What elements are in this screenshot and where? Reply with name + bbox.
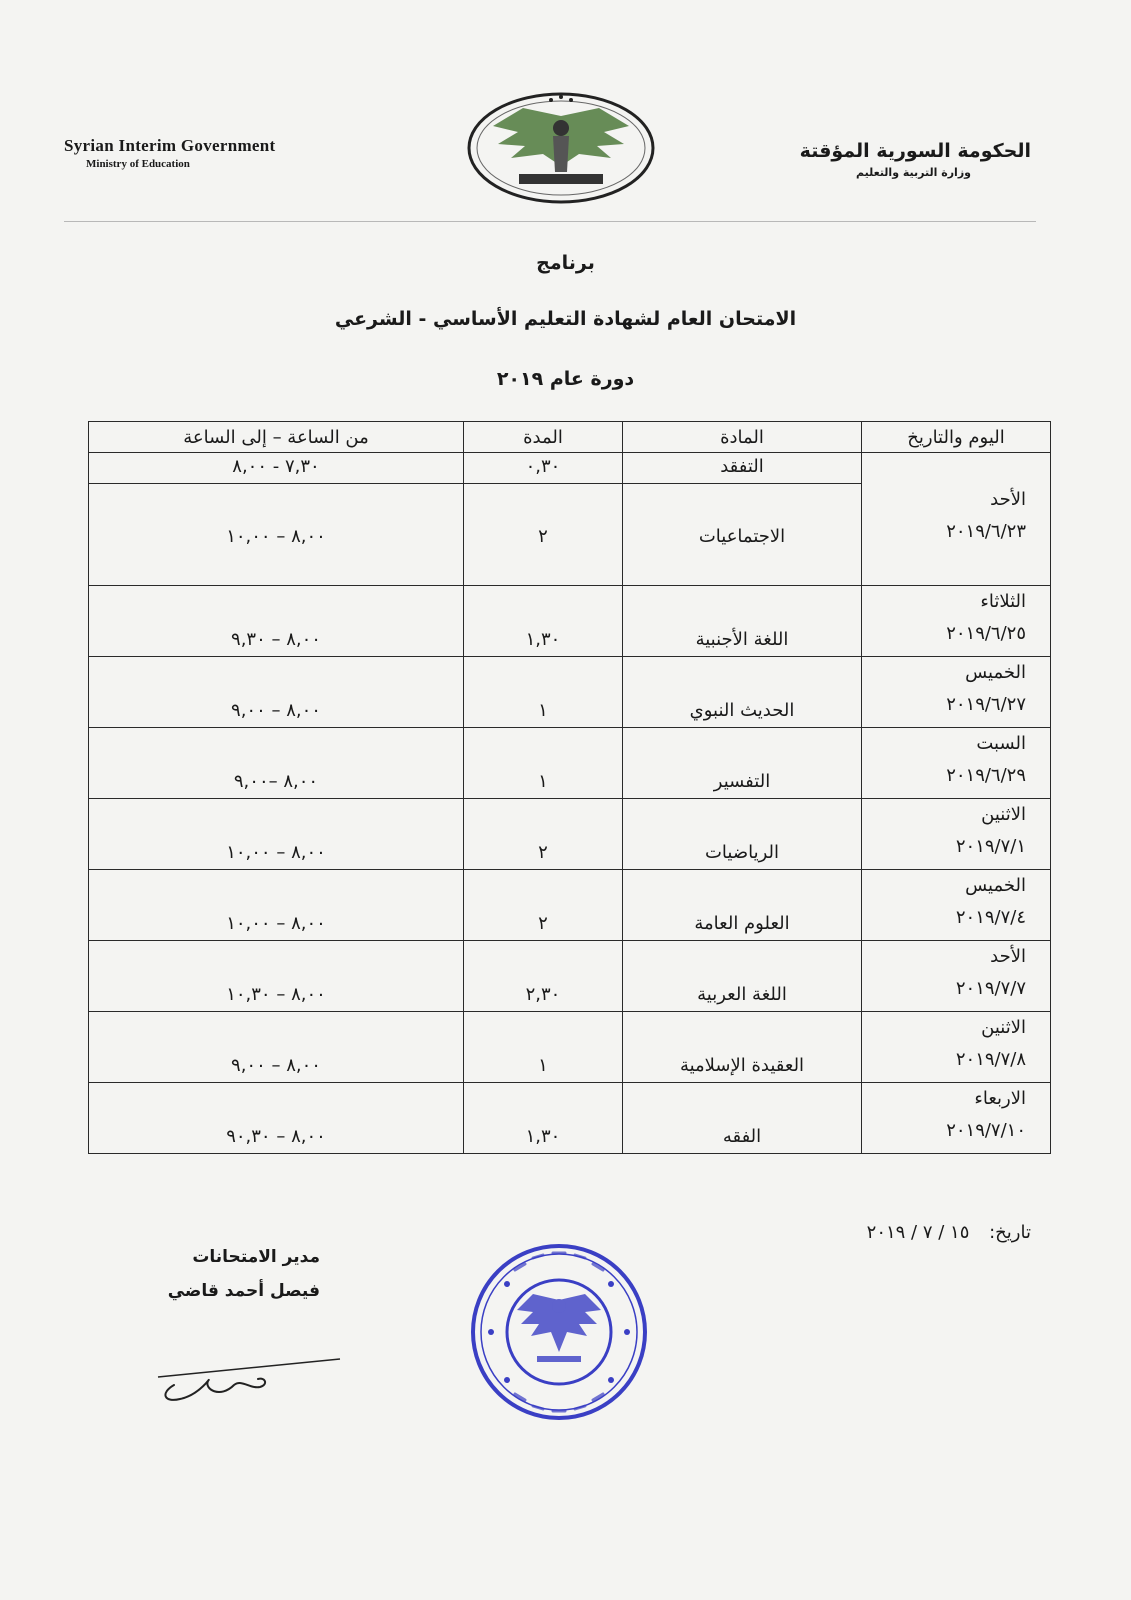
english-government-name: Syrian Interim Government <box>64 136 276 155</box>
session-year: دورة عام ٢٠١٩ <box>496 368 635 390</box>
day-date-cell <box>862 799 1051 870</box>
day-date-cell <box>862 1012 1051 1083</box>
day-name: الاثنين <box>981 1017 1026 1038</box>
duration-cell: ١,٣٠ <box>464 586 623 657</box>
header-day-date: اليوم والتاريخ <box>862 422 1051 453</box>
time-cell: ٨,٠٠ – ١٠,٠٠ <box>89 484 464 586</box>
day-date: ٢٠١٩/٧/٧ <box>955 978 1026 999</box>
time-cell: ٨,٠٠ – ٩,٠٠ <box>89 657 464 728</box>
header-divider <box>64 221 1036 222</box>
day-name: الأحد <box>990 489 1026 510</box>
exam-title: الامتحان العام لشهادة التعليم الأساسي - الشرعي <box>334 308 797 330</box>
signer-title: مدير الامتحانات <box>192 1247 320 1267</box>
time-cell: ٨,٠٠ – ٩,٣٠ <box>89 586 464 657</box>
duration-cell: ١ <box>464 1012 623 1083</box>
header-time-range: من الساعة – إلى الساعة <box>89 422 464 453</box>
day-name: السبت <box>976 733 1026 754</box>
arabic-government-name: الحكومة السورية المؤقتة <box>799 140 1031 162</box>
subject-cell: التفسير <box>623 728 862 799</box>
day-name: الخميس <box>965 662 1026 683</box>
day-date-cell <box>862 870 1051 941</box>
header-subject: المادة <box>623 422 862 453</box>
table-row <box>89 453 1051 484</box>
day-name: الاربعاء <box>974 1088 1026 1109</box>
signer-name: فيصل أحمد قاضي <box>167 1281 320 1301</box>
subject-cell: الحديث النبوي <box>623 657 862 728</box>
table-row <box>89 728 1051 799</box>
duration-cell: ١ <box>464 657 623 728</box>
day-date-cell <box>862 657 1051 728</box>
duration-cell: ٢ <box>464 799 623 870</box>
subject-cell: التفقد <box>623 453 862 484</box>
day-date: ٢٠١٩/٦/٢٣ <box>946 521 1026 542</box>
subject-cell: اللغة الأجنبية <box>623 586 862 657</box>
time-cell: ٨,٠٠ – ٩٠,٣٠ <box>89 1083 464 1154</box>
day-name: الأحد <box>990 946 1026 967</box>
day-date: ٢٠١٩/٦/٢٥ <box>946 623 1026 644</box>
table-row <box>89 1012 1051 1083</box>
subject-cell: اللغة العربية <box>623 941 862 1012</box>
time-cell: ٨,٠٠ – ١٠,٠٠ <box>89 870 464 941</box>
header-duration: المدة <box>464 422 623 453</box>
duration-cell: ١ <box>464 728 623 799</box>
table-row <box>89 870 1051 941</box>
official-stamp-icon <box>467 1240 651 1424</box>
table-row <box>89 586 1051 657</box>
table-row <box>89 1083 1051 1154</box>
day-name: الاثنين <box>981 804 1026 825</box>
exam-schedule-table <box>88 421 1051 1154</box>
table-header-row <box>89 422 1051 453</box>
arabic-ministry-name: وزارة التربية والتعليم <box>856 166 971 179</box>
duration-cell: ٠,٣٠ <box>464 453 623 484</box>
day-date: ٢٠١٩/٦/٢٧ <box>946 694 1026 715</box>
table-row <box>89 799 1051 870</box>
duration-cell: ٢ <box>464 484 623 586</box>
subject-cell: العلوم العامة <box>623 870 862 941</box>
day-date: ٢٠١٩/٧/٤ <box>955 907 1026 928</box>
time-cell: ٨,٠٠ –٩,٠٠ <box>89 728 464 799</box>
subject-cell: العقيدة الإسلامية <box>623 1012 862 1083</box>
day-date-cell <box>862 453 1051 586</box>
english-header <box>64 136 275 170</box>
duration-cell: ٢ <box>464 870 623 941</box>
day-name: الخميس <box>965 875 1026 896</box>
subject-cell: الرياضيات <box>623 799 862 870</box>
day-date: ٢٠١٩/٧/٨ <box>955 1049 1026 1070</box>
day-date-cell <box>862 941 1051 1012</box>
time-cell: ٨,٠٠ – ١٠,٣٠ <box>89 941 464 1012</box>
time-cell: ٨,٠٠ – ١٠,٠٠ <box>89 799 464 870</box>
signature-block <box>140 1240 320 1308</box>
day-name: الثلاثاء <box>980 591 1026 612</box>
table-row <box>89 941 1051 1012</box>
document-title: برنامج <box>536 252 595 274</box>
day-date: ٢٠١٩/٧/١٠ <box>946 1120 1026 1141</box>
day-date: ٢٠١٩/٦/٢٩ <box>946 765 1026 786</box>
date-value: ١٥ / ٧ / ٢٠١٩ <box>866 1222 970 1243</box>
day-date-cell <box>862 728 1051 799</box>
english-ministry-name: Ministry of Education <box>86 158 190 170</box>
time-cell: ٧,٣٠ - ٨,٠٠ <box>89 453 464 484</box>
duration-cell: ٢,٣٠ <box>464 941 623 1012</box>
duration-cell: ١,٣٠ <box>464 1083 623 1154</box>
handwritten-signature-icon <box>150 1345 350 1415</box>
date-label: تاريخ: <box>989 1222 1031 1243</box>
table-row <box>89 657 1051 728</box>
arabic-header <box>800 140 1031 179</box>
day-date: ٢٠١٩/٧/١ <box>955 836 1026 857</box>
issue-date <box>867 1222 1031 1243</box>
subject-cell: الفقه <box>623 1083 862 1154</box>
government-emblem-icon <box>463 86 659 206</box>
subject-cell: الاجتماعيات <box>623 484 862 586</box>
day-date-cell <box>862 1083 1051 1154</box>
time-cell: ٨,٠٠ – ٩,٠٠ <box>89 1012 464 1083</box>
day-date-cell <box>862 586 1051 657</box>
